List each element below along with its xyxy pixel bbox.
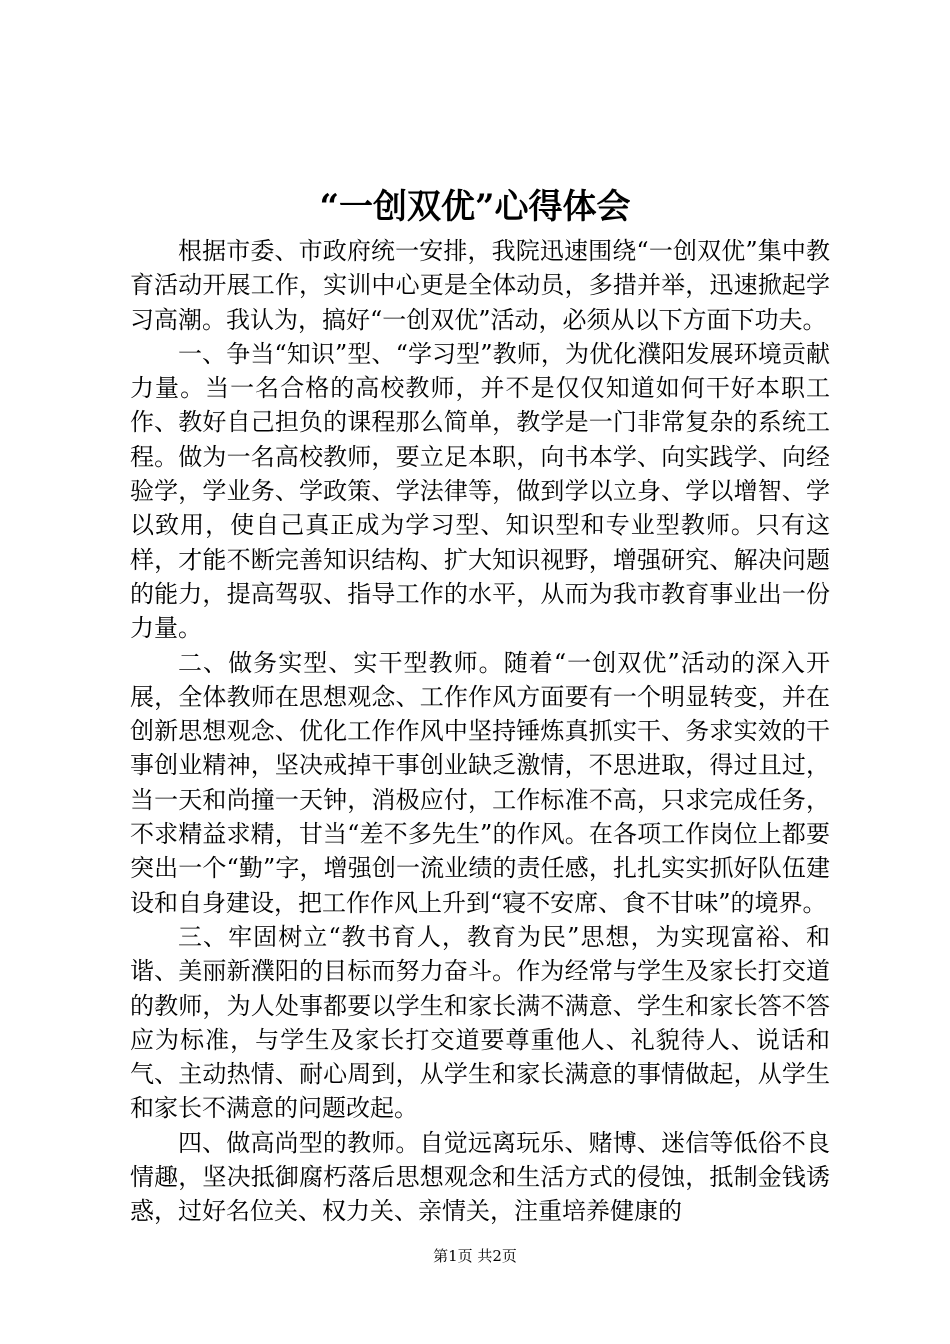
- page-title: “一创双优”心得体会: [319, 187, 631, 227]
- paragraph-intro: 根据市委、市政府统一安排，我院迅速围绕“一创双优”集中教育活动开展工作，实训中心更是全体动员，多措并举，迅速掀起学习高潮。我认为，搞好“一创双优”活动，必须从以下方面下功夫。: [130, 237, 830, 334]
- paragraph-section-4: 四、做高尚型的教师。自觉远离玩乐、赌博、迷信等低俗不良情趣，坚决抵御腐朽落后思想观念和生活方式的侵蚀，抵制金钱诱惑，过好名位关、权力关、亲情关，注重培养健康的: [130, 1128, 830, 1226]
- paragraph-section-1: 一、争当“知识”型、“学习型”教师，为优化濮阳发展环境贡献力量。当一名合格的高校教师，并不是仅仅知道如何干好本职工作、教好自己担负的课程那么简单，教学是一门非常复杂的系统工程。做为一名高校教师，要立足本职，向书本学、向实践学、向经验学，学业务、学政策、学法律等，做到学以立身、学以增智、学以致用，使自己真正成为学习型、知识型和专业型教师。只有这样，才能不断完善知识结构、扩大知识视野，增强研究、解决问题的能力，提高驾驭、指导工作的水平，从而为我市教育事业出一份力量。: [130, 339, 830, 643]
- paragraph-section-3: 三、牢固树立“教书育人，教育为民”思想，为实现富裕、和谐、美丽新濮阳的目标而努力奋斗。作为经常与学生及家长打交道的教师，为人处事都要以学生和家长满不满意、学生和家长答不答应为标准，与学生及家长打交道要尊重他人、礼貌待人、说话和气、主动热情、耐心周到，从学生和家长满意的事情做起，从学生和家长不满意的问题改起。: [130, 922, 830, 1123]
- document-body: [130, 234, 830, 1229]
- page-footer: 第1页 共2页: [433, 1247, 517, 1265]
- paragraph-section-2: 二、做务实型、实干型教师。随着“一创双优”活动的深入开展，全体教师在思想观念、工作作风方面要有一个明显转变，并在创新思想观念、优化工作作风中坚持锤炼真抓实干、务求实效的干事创业精神，坚决戒掉干事创业缺乏激情，不思进取，得过且过，当一天和尚撞一天钟，消极应付，工作标准不高，只求完成任务，不求精益求精，甘当“差不多先生”的作风。在各项工作岗位上都要突出一个“勤”字，增强创一流业绩的责任感，扎扎实实抓好队伍建设和自身建设，把工作作风上升到“寝不安席、食不甘味”的境界。: [130, 648, 830, 917]
